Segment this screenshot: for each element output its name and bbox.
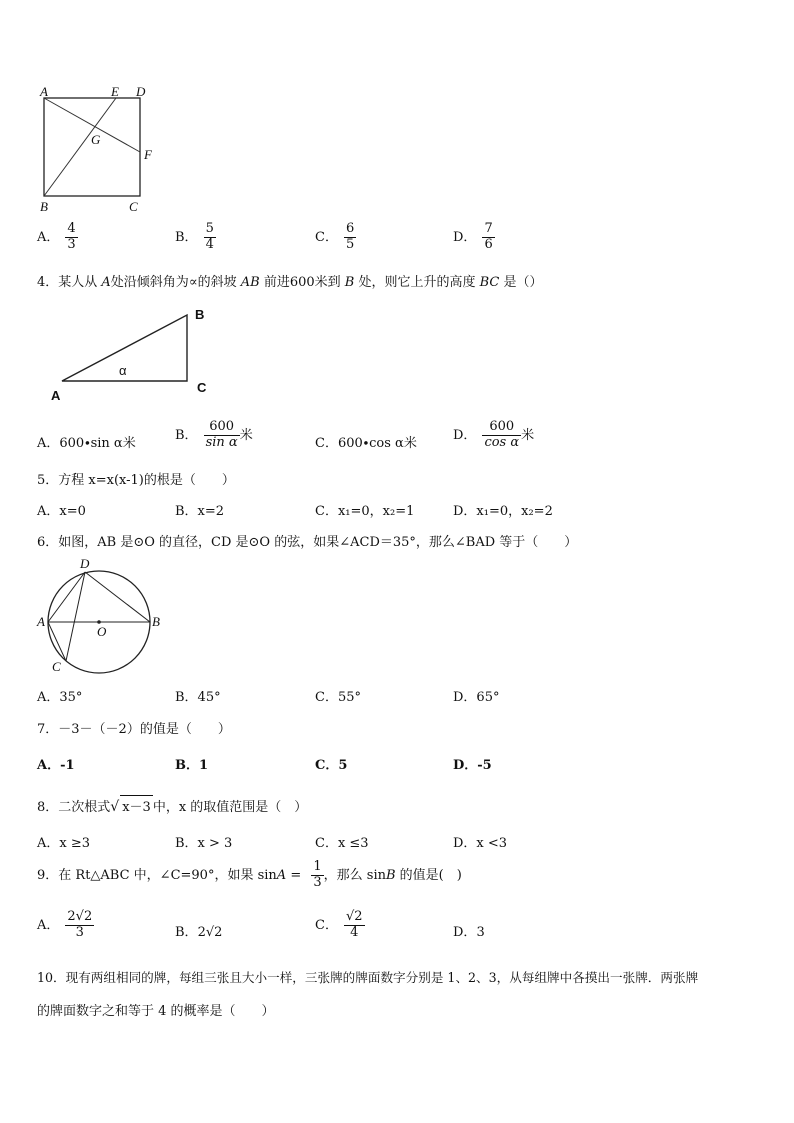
q3-option-c[interactable]: C． $\frac{6}{5}$ (315, 221, 355, 252)
chord-ac (48, 622, 66, 661)
q7-option-d[interactable]: D．-5 (453, 758, 492, 773)
triangle-figure (40, 300, 220, 400)
q8-option-d[interactable]: D．x <3 (453, 836, 508, 851)
label-a-triangle: A (51, 388, 61, 403)
label-g: G (91, 132, 101, 147)
q7-option-a[interactable]: A．-1 (37, 758, 75, 773)
label-a-circle: A (37, 614, 45, 629)
label-c-triangle: C (197, 380, 207, 395)
radicand: x－3 (120, 795, 153, 815)
q4-option-c[interactable]: C．600∙cos α米 (315, 436, 417, 451)
q6-option-a[interactable]: A．35° (37, 690, 83, 705)
radical-sign: √ (110, 799, 120, 815)
label-f: F (144, 147, 152, 162)
label-d: D (136, 84, 146, 99)
q9-stem: 9．在 Rt△ABC 中，∠C=90°，如果 sinA = $\frac{1}{3}$ ，那么 sinB 的值是( ) (37, 859, 462, 890)
label-b: B (40, 199, 48, 214)
fraction: $\frac{600}{\text{sin α}}$ (205, 419, 238, 450)
q4-option-b[interactable]: B． $\frac{600}{\text{sin α}}$ 米 (175, 419, 253, 450)
fraction: $\frac{6}{5}$ (345, 221, 355, 252)
q8-stem: 8．二次根式√ x－3 中，x 的取值范围是（ ） (37, 795, 307, 815)
chord-db (85, 572, 150, 622)
q9-option-a[interactable]: A． $\frac{2√2}{3}$ (37, 909, 93, 940)
q3-option-a[interactable]: A． $\frac{4}{3}$ (37, 221, 76, 252)
q8-option-b[interactable]: B．x > 3 (175, 836, 233, 851)
label-d-circle: D (80, 556, 90, 571)
fraction: $\frac{7}{6}$ (484, 221, 493, 252)
q9-option-d[interactable]: D．3 (453, 925, 485, 940)
q7-option-c[interactable]: C．5 (315, 758, 348, 773)
q6-option-b[interactable]: B．45° (175, 690, 221, 705)
label-e: E (111, 84, 119, 99)
q5-option-a[interactable]: A．x=0 (37, 504, 86, 519)
fraction: $\frac{600}{\text{cos α}}$ (484, 419, 520, 450)
q4-stem: 4．某人从 A处沿倾斜角为∝的斜坡 AB 前进600米到 B 处，则它上升的高度 BC 是（） (37, 275, 543, 290)
q3-option-d[interactable]: D． $\frac{7}{6}$ (453, 221, 493, 252)
q6-stem: 6．如图，AB 是⊙O 的直径，CD 是⊙O 的弦，如果∠ACD＝35°，那么∠BAD 等于（ ） (37, 535, 578, 550)
label-a: A (40, 84, 48, 99)
q10-line-2: 的牌面数字之和等于 4 的概率是（ ） (37, 1004, 275, 1019)
q10-line-1: 10．现有两组相同的牌，每组三张且大小一样，三张牌的牌面数字分别是 1、2、3，从每组牌中各摸出一张牌．两张牌 (37, 970, 699, 985)
label-c-circle: C (52, 659, 61, 674)
q4-option-a[interactable]: A．600∙sin α米 (37, 436, 136, 451)
fraction: $\frac{2√2}{3}$ (67, 909, 93, 940)
label-o-circle: O (97, 624, 107, 639)
q5-option-d[interactable]: D．x₁=0，x₂=2 (453, 504, 553, 519)
label-b-circle: B (152, 614, 160, 629)
q6-option-d[interactable]: D．65° (453, 690, 500, 705)
fraction: $\frac{√2}{4}$ (345, 909, 363, 940)
fraction: $\frac{4}{3}$ (67, 221, 76, 252)
q8-option-c[interactable]: C．x ≤3 (315, 836, 369, 851)
q5-stem: 5．方程 x=x(x-1)的根是（ ） (37, 473, 235, 488)
q5-option-b[interactable]: B．x=2 (175, 504, 225, 519)
q6-option-c[interactable]: C．55° (315, 690, 361, 705)
q4-option-d[interactable]: D． $\frac{600}{\text{cos α}}$ 米 (453, 419, 535, 450)
label-c: C (129, 199, 138, 214)
q7-stem: 7．－3－（－2）的值是（ ） (37, 722, 231, 737)
label-b-triangle: B (195, 307, 205, 322)
segment-be (44, 98, 116, 196)
q9-option-b[interactable]: B．2√2 (175, 925, 223, 940)
q9-option-c[interactable]: C． $\frac{√2}{4}$ (315, 909, 363, 940)
q7-option-b[interactable]: B．1 (175, 758, 209, 773)
label-alpha-triangle: α (119, 363, 127, 378)
fraction: $\frac{1}{3}$ (313, 859, 322, 890)
fraction: $\frac{5}{4}$ (205, 221, 214, 252)
q5-option-c[interactable]: C．x₁=0，x₂=1 (315, 504, 415, 519)
q8-option-a[interactable]: A．x ≥3 (37, 836, 91, 851)
q3-option-b[interactable]: B． $\frac{5}{4}$ (175, 221, 214, 252)
